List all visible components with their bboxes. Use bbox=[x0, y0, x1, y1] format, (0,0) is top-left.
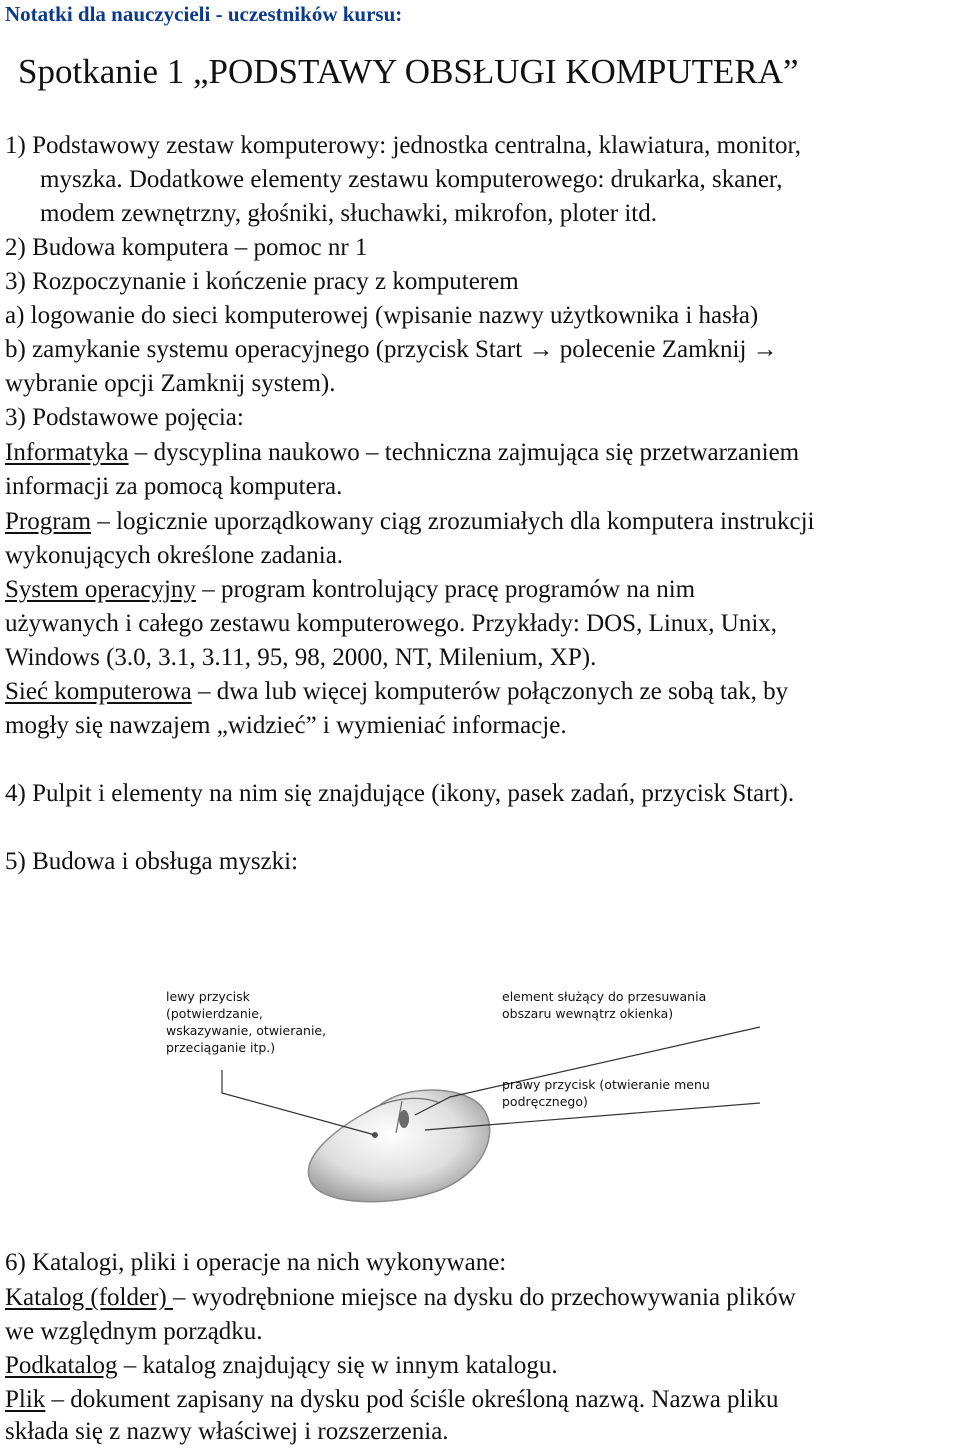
def-podkatalog: – katalog znajdujący się w innym katalogu. bbox=[117, 1352, 558, 1379]
def-plik-cont: składa się z nazwy właściwej i rozszerzenia. bbox=[5, 1418, 449, 1445]
item1-line2: myszka. Dodatkowe elementy zestawu komputerowego: drukarka, skaner, bbox=[40, 166, 783, 193]
label-left-button: lewy przycisk (potwierdzanie, wskazywanie, otwieranie, przeciąganie itp.) bbox=[166, 989, 327, 1055]
definition-system bbox=[5, 577, 695, 602]
definition-program bbox=[5, 509, 814, 534]
term-informatyka: Informatyka bbox=[5, 439, 129, 466]
def-program-cont: wykonujących określone zadania. bbox=[5, 542, 344, 569]
def-siec: – dwa lub więcej komputerów połączonych ze sobą tak, by bbox=[191, 678, 789, 705]
definition-podkatalog bbox=[5, 1353, 558, 1378]
def-program: – logicznie uporządkowany ciąg zrozumiałych dla komputera instrukcji bbox=[91, 508, 815, 535]
definition-katalog bbox=[5, 1285, 796, 1310]
definition-informatyka bbox=[5, 440, 799, 465]
def-informatyka-cont: informacji za pomocą komputera. bbox=[5, 473, 343, 500]
term-siec: Sieć komputerowa bbox=[5, 678, 192, 705]
scroll-wheel-icon bbox=[399, 1110, 409, 1128]
def-siec-cont: mogły się nawzajem „widzieć” i wymieniać informacje. bbox=[5, 712, 567, 739]
item5: 5) Budowa i obsługa myszki: bbox=[5, 848, 299, 875]
label-right-button: prawy przycisk (otwieranie menu podręcznego) bbox=[502, 1077, 710, 1109]
mouse-body-icon bbox=[308, 1090, 489, 1202]
item3-b2: wybranie opcji Zamknij system). bbox=[5, 370, 336, 397]
item3-heading: 3) Rozpoczynanie i kończenie pracy z komputerem bbox=[5, 268, 519, 295]
def-katalog: – wyodrębnione miejsce na dysku do przechowywania plików bbox=[172, 1284, 796, 1311]
def-katalog-cont: we względnym porządku. bbox=[5, 1318, 263, 1345]
page-header: Notatki dla nauczycieli - uczestników kursu: bbox=[5, 2, 403, 26]
def-system-cont1: używanych i całego zestawu komputerowego. Przykłady: DOS, Linux, Unix, bbox=[5, 610, 778, 637]
term-system: System operacyjny bbox=[5, 576, 196, 603]
label-scroll: element służący do przesuwania obszaru wewnątrz okienka) bbox=[502, 989, 707, 1021]
def-system-cont2: Windows (3.0, 3.1, 3.11, 95, 98, 2000, NT, Milenium, XP). bbox=[5, 644, 597, 671]
item2: 2) Budowa komputera – pomoc nr 1 bbox=[5, 234, 368, 261]
mouse-figure bbox=[160, 985, 790, 1210]
term-katalog: Katalog (folder) bbox=[5, 1284, 173, 1311]
definition-siec bbox=[5, 679, 788, 704]
def-plik: – dokument zapisany na dysku pod ściśle określoną nazwą. Nazwa pliku bbox=[45, 1386, 779, 1413]
item6-heading: 6) Katalogi, pliki i operacje na nich wykonywane: bbox=[5, 1249, 507, 1276]
def-informatyka: – dyscyplina naukowo – techniczna zajmująca się przetwarzaniem bbox=[128, 439, 800, 466]
definition-plik bbox=[5, 1387, 778, 1412]
item3-b1: b) zamykanie systemu operacyjnego (przycisk Start → polecenie Zamknij → bbox=[5, 336, 778, 363]
item3-a: a) logowanie do sieci komputerowej (wpisanie nazwy użytkownika i hasła) bbox=[5, 302, 759, 329]
term-podkatalog: Podkatalog bbox=[5, 1352, 118, 1379]
item1-line1: 1) Podstawowy zestaw komputerowy: jednostka centralna, klawiatura, monitor, bbox=[5, 132, 802, 159]
item1-line3: modem zewnętrzny, głośniki, słuchawki, mikrofon, ploter itd. bbox=[40, 200, 658, 227]
concepts-heading: 3) Podstawowe pojęcia: bbox=[5, 404, 244, 431]
term-plik: Plik bbox=[5, 1386, 46, 1413]
term-program: Program bbox=[5, 508, 92, 535]
def-system: – program kontrolujący pracę programów na nim bbox=[195, 576, 696, 603]
item4: 4) Pulpit i elementy na nim się znajdujące (ikony, pasek zadań, przycisk Start). bbox=[5, 780, 795, 807]
page-title: Spotkanie 1 „PODSTAWY OBSŁUGI KOMPUTERA” bbox=[18, 52, 799, 91]
